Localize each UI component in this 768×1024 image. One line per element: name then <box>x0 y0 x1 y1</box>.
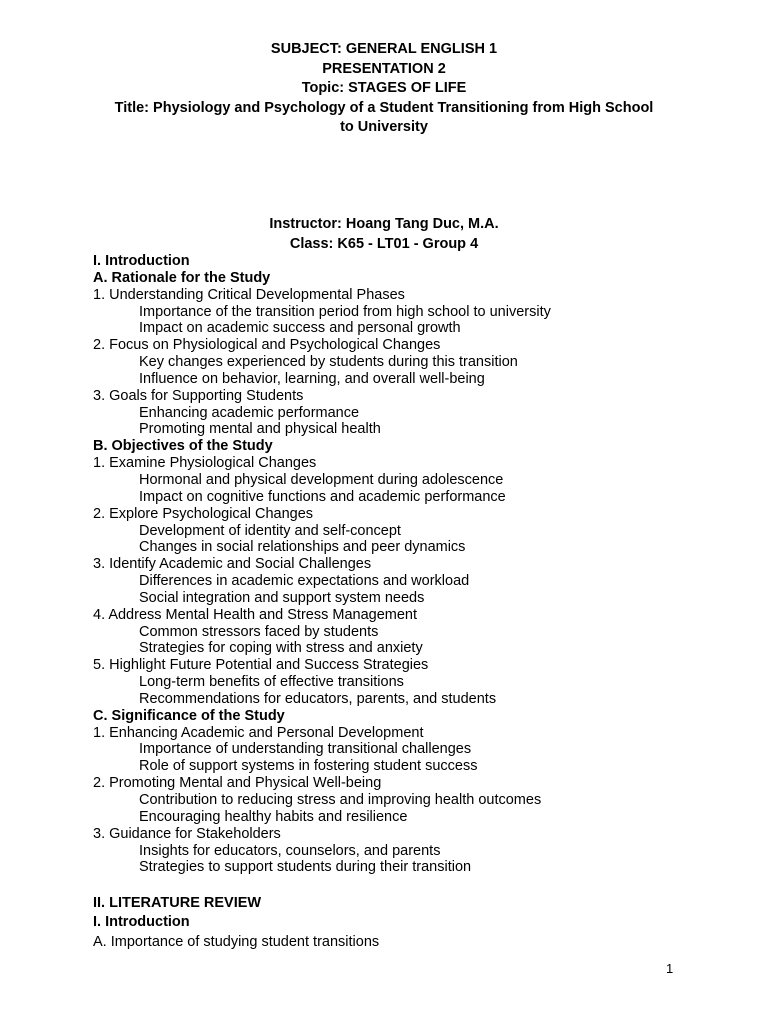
outline-item: 1. Examine Physiological Changes <box>93 455 317 472</box>
outline-item: 2. Focus on Physiological and Psychological Changes <box>93 337 441 354</box>
outline-item: 3. Guidance for Stakeholders <box>93 825 281 842</box>
instructor-block <box>0 215 768 254</box>
outline-subitem: Impact on cognitive functions and academic performance <box>139 488 506 505</box>
outline-subitem: Hormonal and physical development during adolescence <box>139 471 504 488</box>
outline-subitem: Common stressors faced by students <box>139 623 379 640</box>
outline-subitem: Importance of understanding transitional challenges <box>139 741 472 758</box>
outline-item: 2. Explore Psychological Changes <box>93 505 314 522</box>
outline-heading: C. Significance of the Study <box>93 707 285 724</box>
outline-subitem: Insights for educators, counselors, and parents <box>139 842 441 859</box>
outline-subitem: Strategies to support students during their transition <box>139 859 472 876</box>
outline-subitem: Recommendations for educators, parents, and students <box>139 690 497 707</box>
instructor-name: Instructor: Hoang Tang Duc, M.A. <box>269 216 499 232</box>
outline-subitem: Long-term benefits of effective transitions <box>139 674 404 691</box>
outline-item: 1. Enhancing Academic and Personal Development <box>93 724 424 741</box>
presentation-line: PRESENTATION 2 <box>322 60 446 77</box>
outline-item: 4. Address Mental Health and Stress Management <box>93 606 418 623</box>
literature-subheading: I. Introduction <box>93 914 190 931</box>
literature-review-section <box>93 894 753 952</box>
title-line-1: Title: Physiology and Psychology of a Student Transitioning from High School <box>114 99 654 116</box>
outline-subitem: Role of support systems in fostering student success <box>139 758 478 775</box>
outline-item: 2. Promoting Mental and Physical Well-being <box>93 775 382 792</box>
outline-subitem: Influence on behavior, learning, and overall well-being <box>139 370 485 387</box>
outline-subitem: Impact on academic success and personal growth <box>139 320 461 337</box>
outline-subitem: Importance of the transition period from high school to university <box>139 303 551 320</box>
outline-list <box>93 253 753 876</box>
outline-subitem: Key changes experienced by students during this transition <box>139 354 518 371</box>
outline-heading: B. Objectives of the Study <box>93 438 273 455</box>
outline-subitem: Strategies for coping with stress and anxiety <box>139 640 423 657</box>
outline-subitem: Development of identity and self-concept <box>139 522 401 539</box>
document-header <box>0 40 768 138</box>
literature-item: A. Importance of studying student transitions <box>93 933 380 950</box>
topic-line: Topic: STAGES OF LIFE <box>301 80 467 97</box>
outline-item: 3. Goals for Supporting Students <box>93 387 304 404</box>
outline-subitem: Contribution to reducing stress and improving health outcomes <box>139 792 542 808</box>
outline-subitem: Enhancing academic performance <box>139 404 360 421</box>
class-info: Class: K65 - LT01 - Group 4 <box>289 235 479 252</box>
page-number: 1 <box>666 961 674 976</box>
outline-subitem: Promoting mental and physical health <box>139 421 381 438</box>
literature-heading: II. LITERATURE REVIEW <box>93 895 262 911</box>
outline-item: 3. Identify Academic and Social Challenges <box>93 556 372 573</box>
outline-item: 1. Understanding Critical Developmental Phases <box>93 286 405 303</box>
outline-subitem: Changes in social relationships and peer dynamics <box>139 539 466 556</box>
subject-line: SUBJECT: GENERAL ENGLISH 1 <box>270 41 498 57</box>
title-line-2: to University <box>340 119 428 136</box>
outline-subitem: Differences in academic expectations and workload <box>139 573 470 590</box>
outline-heading: A. Rationale for the Study <box>93 269 271 286</box>
outline-subitem: Social integration and support system needs <box>139 589 425 606</box>
outline-subitem: Encouraging healthy habits and resilience <box>139 808 408 825</box>
outline-item: 5. Highlight Future Potential and Success Strategies <box>93 657 429 674</box>
outline-heading: I. Introduction <box>93 253 190 269</box>
